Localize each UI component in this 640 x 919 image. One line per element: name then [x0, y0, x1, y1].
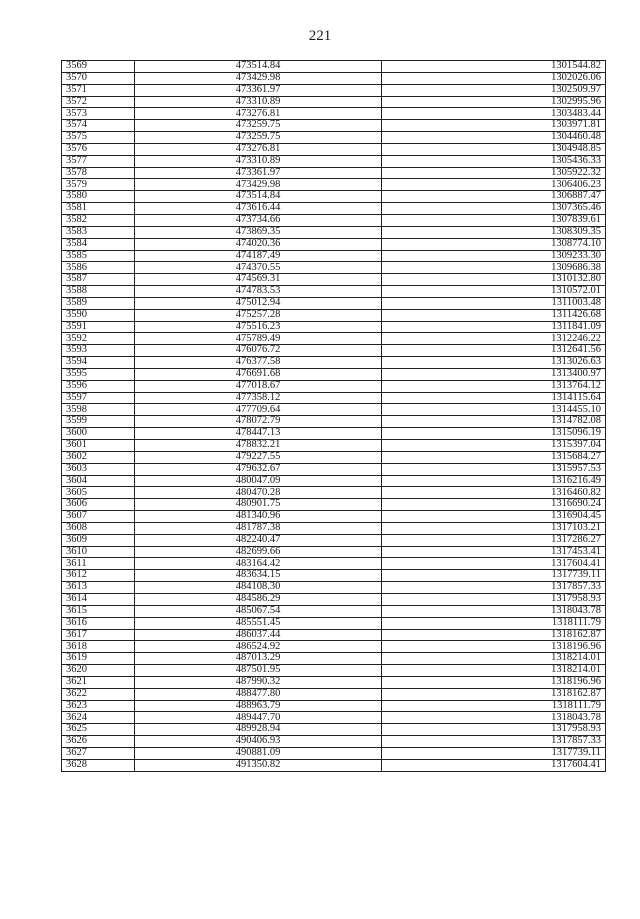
x-coordinate-cell: 479632.67 [135, 463, 382, 475]
y-coordinate-cell: 1317857.33 [382, 736, 606, 748]
y-coordinate-cell: 1307365.46 [382, 203, 606, 215]
y-coordinate-cell: 1318162.87 [382, 688, 606, 700]
y-coordinate-cell: 1318196.96 [382, 676, 606, 688]
table-row [62, 522, 606, 534]
table-row [62, 226, 606, 238]
x-coordinate-cell: 474020.36 [135, 238, 382, 250]
point-number-cell: 3620 [62, 665, 135, 677]
y-coordinate-cell: 1314115.64 [382, 392, 606, 404]
table-row [62, 747, 606, 759]
table-row [62, 653, 606, 665]
x-coordinate-cell: 482699.66 [135, 546, 382, 558]
point-number-cell: 3578 [62, 167, 135, 179]
x-coordinate-cell: 473616.44 [135, 203, 382, 215]
x-coordinate-cell: 480047.09 [135, 475, 382, 487]
y-coordinate-cell: 1318111.79 [382, 617, 606, 629]
y-coordinate-cell: 1317453.41 [382, 546, 606, 558]
table-row [62, 688, 606, 700]
table-row [62, 309, 606, 321]
table-row [62, 191, 606, 203]
point-number-cell: 3616 [62, 617, 135, 629]
y-coordinate-cell: 1313400.97 [382, 368, 606, 380]
y-coordinate-cell: 1312246.22 [382, 333, 606, 345]
point-number-cell: 3584 [62, 238, 135, 250]
table-row [62, 641, 606, 653]
x-coordinate-cell: 488963.79 [135, 700, 382, 712]
x-coordinate-cell: 475789.49 [135, 333, 382, 345]
table-row [62, 297, 606, 309]
table-row [62, 214, 606, 226]
y-coordinate-cell: 1317604.41 [382, 558, 606, 570]
x-coordinate-cell: 480901.75 [135, 499, 382, 511]
point-number-cell: 3571 [62, 84, 135, 96]
y-coordinate-cell: 1313026.63 [382, 357, 606, 369]
table-row [62, 724, 606, 736]
y-coordinate-cell: 1304460.48 [382, 132, 606, 144]
point-number-cell: 3600 [62, 428, 135, 440]
y-coordinate-cell: 1315096.19 [382, 428, 606, 440]
x-coordinate-cell: 475257.28 [135, 309, 382, 321]
x-coordinate-cell: 473429.98 [135, 72, 382, 84]
table-row [62, 380, 606, 392]
x-coordinate-cell: 473259.75 [135, 120, 382, 132]
point-number-cell: 3597 [62, 392, 135, 404]
x-coordinate-cell: 473259.75 [135, 132, 382, 144]
x-coordinate-cell: 478072.79 [135, 416, 382, 428]
x-coordinate-cell: 481340.96 [135, 511, 382, 523]
table-row [62, 487, 606, 499]
table-row [62, 593, 606, 605]
point-number-cell: 3621 [62, 676, 135, 688]
table-row [62, 61, 606, 73]
x-coordinate-cell: 474187.49 [135, 250, 382, 262]
table-row [62, 570, 606, 582]
x-coordinate-cell: 486037.44 [135, 629, 382, 641]
point-number-cell: 3627 [62, 747, 135, 759]
point-number-cell: 3613 [62, 582, 135, 594]
table-row [62, 262, 606, 274]
y-coordinate-cell: 1308774.10 [382, 238, 606, 250]
table-row [62, 736, 606, 748]
table-row [62, 167, 606, 179]
table-row [62, 617, 606, 629]
point-number-cell: 3577 [62, 155, 135, 167]
table-row [62, 404, 606, 416]
y-coordinate-cell: 1317103.21 [382, 522, 606, 534]
point-number-cell: 3622 [62, 688, 135, 700]
point-number-cell: 3594 [62, 357, 135, 369]
point-number-cell: 3583 [62, 226, 135, 238]
table-row [62, 250, 606, 262]
point-number-cell: 3619 [62, 653, 135, 665]
y-coordinate-cell: 1316690.24 [382, 499, 606, 511]
point-number-cell: 3617 [62, 629, 135, 641]
table-row [62, 155, 606, 167]
x-coordinate-cell: 477018.67 [135, 380, 382, 392]
point-number-cell: 3601 [62, 440, 135, 452]
x-coordinate-cell: 478832.21 [135, 440, 382, 452]
table-row [62, 357, 606, 369]
x-coordinate-cell: 489928.94 [135, 724, 382, 736]
table-row [62, 96, 606, 108]
y-coordinate-cell: 1310132.80 [382, 274, 606, 286]
point-number-cell: 3582 [62, 214, 135, 226]
x-coordinate-cell: 474783.53 [135, 286, 382, 298]
y-coordinate-cell: 1311841.09 [382, 321, 606, 333]
table-row [62, 179, 606, 191]
point-number-cell: 3569 [62, 61, 135, 73]
y-coordinate-cell: 1318043.78 [382, 605, 606, 617]
table-row [62, 368, 606, 380]
point-number-cell: 3604 [62, 475, 135, 487]
table-row [62, 676, 606, 688]
point-number-cell: 3593 [62, 345, 135, 357]
point-number-cell: 3603 [62, 463, 135, 475]
x-coordinate-cell: 484586.29 [135, 593, 382, 605]
y-coordinate-cell: 1318196.96 [382, 641, 606, 653]
x-coordinate-cell: 473310.89 [135, 155, 382, 167]
y-coordinate-cell: 1303483.44 [382, 108, 606, 120]
y-coordinate-cell: 1318162.87 [382, 629, 606, 641]
y-coordinate-cell: 1318043.78 [382, 712, 606, 724]
y-coordinate-cell: 1302995.96 [382, 96, 606, 108]
point-number-cell: 3580 [62, 191, 135, 203]
x-coordinate-cell: 473514.84 [135, 61, 382, 73]
point-number-cell: 3596 [62, 380, 135, 392]
x-coordinate-cell: 475516.23 [135, 321, 382, 333]
x-coordinate-cell: 477358.12 [135, 392, 382, 404]
point-number-cell: 3581 [62, 203, 135, 215]
table-row [62, 605, 606, 617]
y-coordinate-cell: 1306406.23 [382, 179, 606, 191]
x-coordinate-cell: 481787.38 [135, 522, 382, 534]
y-coordinate-cell: 1317958.93 [382, 593, 606, 605]
x-coordinate-cell: 489447.70 [135, 712, 382, 724]
coordinates-table [61, 60, 606, 772]
x-coordinate-cell: 487013.29 [135, 653, 382, 665]
x-coordinate-cell: 485067.54 [135, 605, 382, 617]
table-row [62, 132, 606, 144]
y-coordinate-cell: 1315957.53 [382, 463, 606, 475]
table-row [62, 511, 606, 523]
table-row [62, 143, 606, 155]
y-coordinate-cell: 1302026.06 [382, 72, 606, 84]
point-number-cell: 3608 [62, 522, 135, 534]
x-coordinate-cell: 473734.66 [135, 214, 382, 226]
y-coordinate-cell: 1305922.32 [382, 167, 606, 179]
x-coordinate-cell: 473276.81 [135, 143, 382, 155]
table-row [62, 274, 606, 286]
page-number: 221 [308, 28, 332, 44]
y-coordinate-cell: 1302509.97 [382, 84, 606, 96]
point-number-cell: 3572 [62, 96, 135, 108]
table-row [62, 321, 606, 333]
table-row [62, 665, 606, 677]
x-coordinate-cell: 483164.42 [135, 558, 382, 570]
x-coordinate-cell: 479227.55 [135, 451, 382, 463]
y-coordinate-cell: 1309686.38 [382, 262, 606, 274]
y-coordinate-cell: 1312641.56 [382, 345, 606, 357]
table-row [62, 72, 606, 84]
y-coordinate-cell: 1314455.10 [382, 404, 606, 416]
x-coordinate-cell: 476076.72 [135, 345, 382, 357]
y-coordinate-cell: 1316216.49 [382, 475, 606, 487]
x-coordinate-cell: 473276.81 [135, 108, 382, 120]
point-number-cell: 3628 [62, 759, 135, 771]
y-coordinate-cell: 1317286.27 [382, 534, 606, 546]
x-coordinate-cell: 480470.28 [135, 487, 382, 499]
coordinates-table-body [62, 61, 606, 772]
y-coordinate-cell: 1316460.82 [382, 487, 606, 499]
table-row [62, 475, 606, 487]
y-coordinate-cell: 1307839.61 [382, 214, 606, 226]
x-coordinate-cell: 473310.89 [135, 96, 382, 108]
table-row [62, 428, 606, 440]
point-number-cell: 3610 [62, 546, 135, 558]
point-number-cell: 3612 [62, 570, 135, 582]
y-coordinate-cell: 1318214.01 [382, 653, 606, 665]
x-coordinate-cell: 491350.82 [135, 759, 382, 771]
table-row [62, 629, 606, 641]
y-coordinate-cell: 1314782.08 [382, 416, 606, 428]
x-coordinate-cell: 487990.32 [135, 676, 382, 688]
point-number-cell: 3586 [62, 262, 135, 274]
x-coordinate-cell: 486524.92 [135, 641, 382, 653]
table-row [62, 203, 606, 215]
point-number-cell: 3591 [62, 321, 135, 333]
point-number-cell: 3615 [62, 605, 135, 617]
table-row [62, 108, 606, 120]
y-coordinate-cell: 1306887.47 [382, 191, 606, 203]
y-coordinate-cell: 1304948.85 [382, 143, 606, 155]
y-coordinate-cell: 1308309.35 [382, 226, 606, 238]
x-coordinate-cell: 477709.64 [135, 404, 382, 416]
y-coordinate-cell: 1315684.27 [382, 451, 606, 463]
y-coordinate-cell: 1310572.01 [382, 286, 606, 298]
y-coordinate-cell: 1315397.04 [382, 440, 606, 452]
y-coordinate-cell: 1318111.79 [382, 700, 606, 712]
table-row [62, 451, 606, 463]
x-coordinate-cell: 485551.45 [135, 617, 382, 629]
x-coordinate-cell: 474569.31 [135, 274, 382, 286]
x-coordinate-cell: 475012.94 [135, 297, 382, 309]
point-number-cell: 3618 [62, 641, 135, 653]
x-coordinate-cell: 488477.80 [135, 688, 382, 700]
point-number-cell: 3626 [62, 736, 135, 748]
point-number-cell: 3575 [62, 132, 135, 144]
y-coordinate-cell: 1317739.11 [382, 570, 606, 582]
table-row [62, 558, 606, 570]
point-number-cell: 3611 [62, 558, 135, 570]
table-row [62, 463, 606, 475]
point-number-cell: 3599 [62, 416, 135, 428]
y-coordinate-cell: 1316904.45 [382, 511, 606, 523]
x-coordinate-cell: 473429.98 [135, 179, 382, 191]
x-coordinate-cell: 474370.55 [135, 262, 382, 274]
y-coordinate-cell: 1317857.33 [382, 582, 606, 594]
point-number-cell: 3598 [62, 404, 135, 416]
point-number-cell: 3624 [62, 712, 135, 724]
x-coordinate-cell: 490406.93 [135, 736, 382, 748]
table-row [62, 499, 606, 511]
point-number-cell: 3576 [62, 143, 135, 155]
point-number-cell: 3574 [62, 120, 135, 132]
x-coordinate-cell: 487501.95 [135, 665, 382, 677]
y-coordinate-cell: 1311003.48 [382, 297, 606, 309]
x-coordinate-cell: 476377.58 [135, 357, 382, 369]
table-row [62, 345, 606, 357]
x-coordinate-cell: 490881.09 [135, 747, 382, 759]
y-coordinate-cell: 1301544.82 [382, 61, 606, 73]
point-number-cell: 3605 [62, 487, 135, 499]
point-number-cell: 3607 [62, 511, 135, 523]
y-coordinate-cell: 1317739.11 [382, 747, 606, 759]
x-coordinate-cell: 483634.15 [135, 570, 382, 582]
table-row [62, 759, 606, 771]
point-number-cell: 3623 [62, 700, 135, 712]
x-coordinate-cell: 473514.84 [135, 191, 382, 203]
table-row [62, 286, 606, 298]
table-row [62, 712, 606, 724]
point-number-cell: 3570 [62, 72, 135, 84]
y-coordinate-cell: 1313764.12 [382, 380, 606, 392]
y-coordinate-cell: 1318214.01 [382, 665, 606, 677]
x-coordinate-cell: 482240.47 [135, 534, 382, 546]
x-coordinate-cell: 473869.35 [135, 226, 382, 238]
table-row [62, 333, 606, 345]
point-number-cell: 3609 [62, 534, 135, 546]
point-number-cell: 3585 [62, 250, 135, 262]
point-number-cell: 3587 [62, 274, 135, 286]
table-row [62, 440, 606, 452]
point-number-cell: 3606 [62, 499, 135, 511]
x-coordinate-cell: 484108.30 [135, 582, 382, 594]
table-row [62, 700, 606, 712]
x-coordinate-cell: 476691.68 [135, 368, 382, 380]
table-row [62, 416, 606, 428]
table-row [62, 392, 606, 404]
point-number-cell: 3592 [62, 333, 135, 345]
point-number-cell: 3588 [62, 286, 135, 298]
point-number-cell: 3573 [62, 108, 135, 120]
x-coordinate-cell: 473361.97 [135, 84, 382, 96]
table-row [62, 582, 606, 594]
y-coordinate-cell: 1309233.30 [382, 250, 606, 262]
y-coordinate-cell: 1311426.68 [382, 309, 606, 321]
y-coordinate-cell: 1305436.33 [382, 155, 606, 167]
table-row [62, 546, 606, 558]
point-number-cell: 3595 [62, 368, 135, 380]
point-number-cell: 3579 [62, 179, 135, 191]
table-row [62, 534, 606, 546]
point-number-cell: 3614 [62, 593, 135, 605]
point-number-cell: 3589 [62, 297, 135, 309]
y-coordinate-cell: 1303971.81 [382, 120, 606, 132]
table-row [62, 120, 606, 132]
point-number-cell: 3625 [62, 724, 135, 736]
x-coordinate-cell: 473361.97 [135, 167, 382, 179]
point-number-cell: 3590 [62, 309, 135, 321]
y-coordinate-cell: 1317604.41 [382, 759, 606, 771]
table-row [62, 238, 606, 250]
x-coordinate-cell: 478447.13 [135, 428, 382, 440]
y-coordinate-cell: 1317958.93 [382, 724, 606, 736]
point-number-cell: 3602 [62, 451, 135, 463]
table-row [62, 84, 606, 96]
